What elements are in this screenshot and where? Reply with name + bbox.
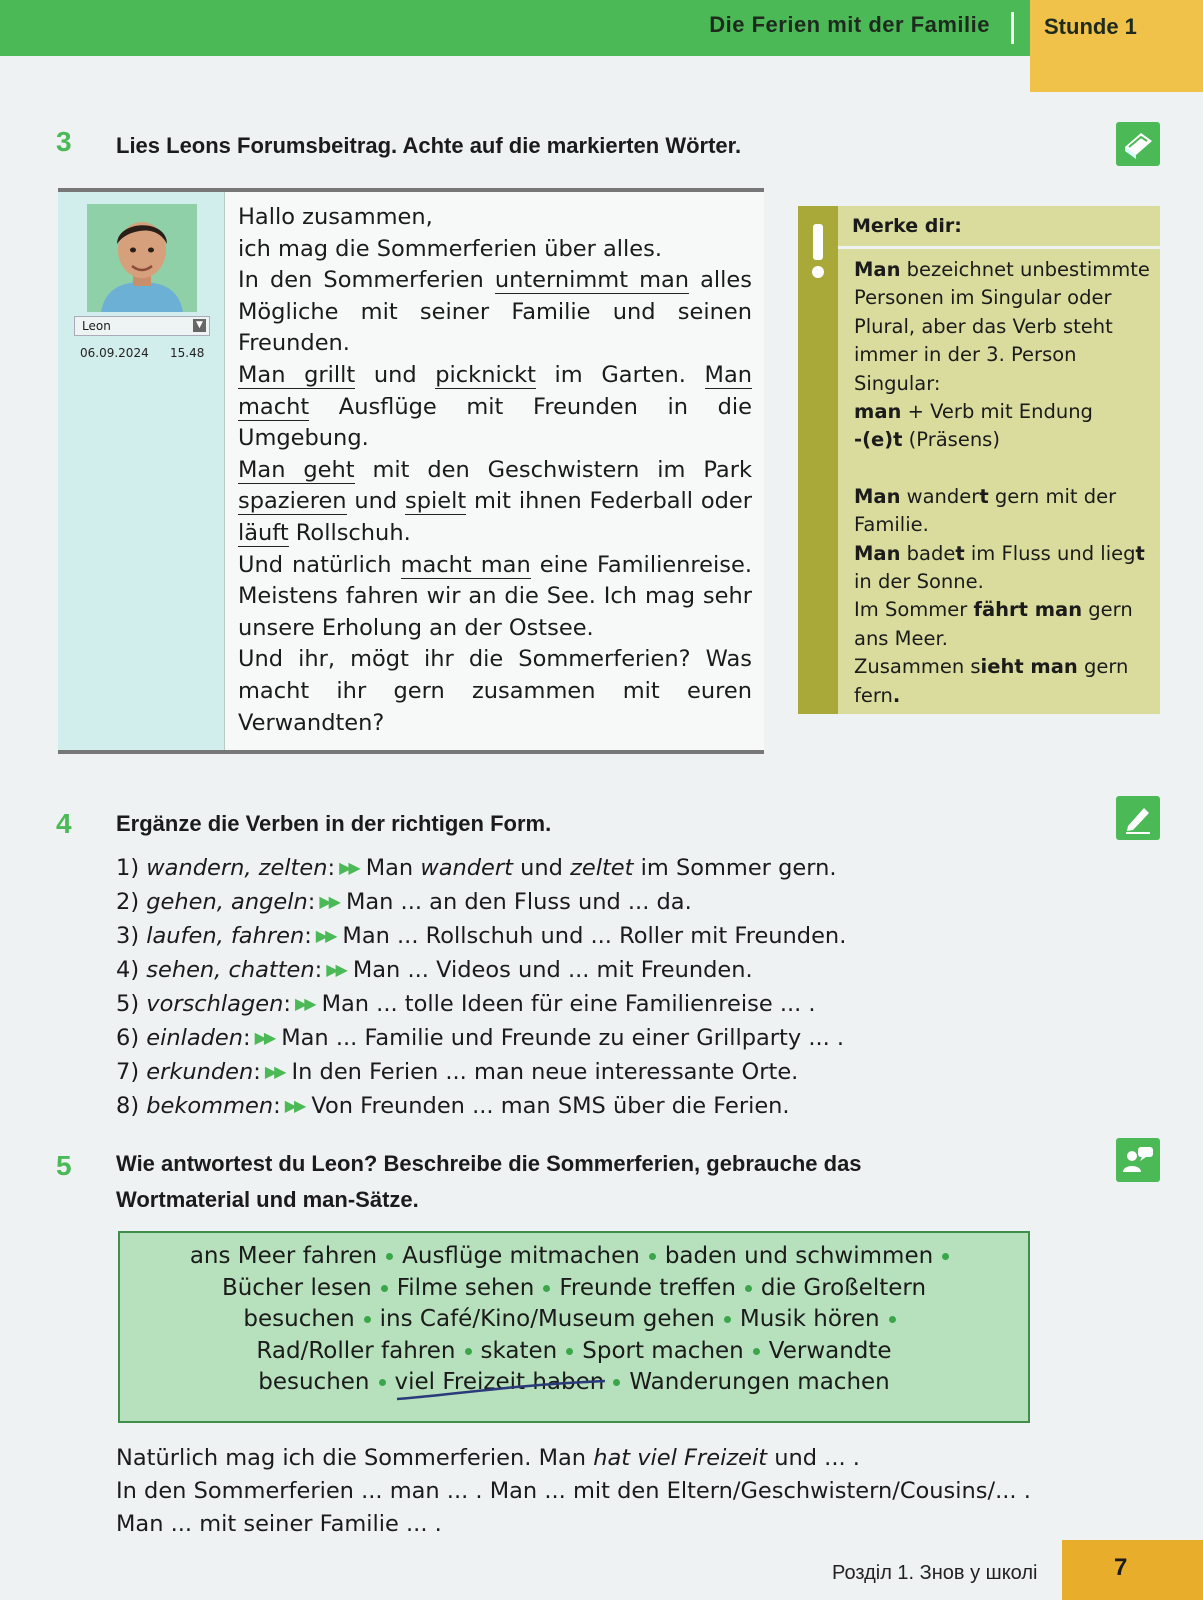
exercise-5-number: 5 bbox=[56, 1150, 72, 1181]
post-paragraph: Und natürlich macht man eine Familienreise. Meistens fahren wir an die See. Ich mag sehr unsere Erholung an der Ostsee. bbox=[238, 551, 752, 641]
header-divider bbox=[1011, 12, 1014, 44]
marked-word: unternimmt man bbox=[494, 267, 690, 294]
speech-icon bbox=[1116, 1138, 1160, 1182]
double-arrow-icon: ▶▶ bbox=[294, 994, 314, 1013]
post-time: 15.48 bbox=[170, 346, 205, 360]
avatar bbox=[87, 204, 197, 312]
list-item: 4) sehen, chatten: ▶▶ Man ... Videos und ... mit Freunden. bbox=[116, 957, 753, 983]
double-arrow-icon: ▶▶ bbox=[319, 892, 338, 911]
exercise-4-list bbox=[116, 852, 846, 1124]
marked-word: läuft bbox=[238, 519, 289, 546]
chevron-down-icon: ▼ bbox=[193, 319, 206, 332]
post-paragraph: Man grillt und picknickt im Garten. Man macht Ausflüge mit Freunden in die Umgebung. bbox=[238, 361, 752, 452]
exclamation-icon bbox=[810, 224, 826, 280]
username: Leon bbox=[82, 319, 111, 333]
merke-bar bbox=[798, 206, 838, 714]
post-line: ich mag die Sommerferien über alles. bbox=[238, 235, 662, 262]
list-item: 8) bekommen: ▶▶ Von Freunden ... man SMS über die Ferien. bbox=[116, 1093, 790, 1119]
post-sidebar bbox=[58, 192, 225, 750]
double-arrow-icon: ▶▶ bbox=[339, 858, 358, 877]
exercise-5-title: Wie antwortest du Leon? Beschreibe die Sommerferien, gebrauche das Wortmaterial und man-Sätze. bbox=[116, 1151, 862, 1212]
lesson-label: Stunde 1 bbox=[1044, 14, 1137, 39]
exercise-4-number: 4 bbox=[56, 808, 72, 839]
list-item: 2) gehen, angeln: ▶▶ Man ... an den Fluss und ... da. bbox=[116, 889, 692, 915]
post-paragraph: In den Sommerferien unternimmt man alles Mögliche mit seiner Familie und seinen Freunden. bbox=[238, 267, 752, 357]
double-arrow-icon: ▶▶ bbox=[315, 926, 335, 945]
header-band bbox=[0, 0, 1030, 56]
merke-body: Man bezeichnet unbestimmte Personen im Singular oder Plural, aber das Verb steht immer in der 3. Person Singular: man + Verb mit Endung -(e)t (Präsens) Man wandert gern mit der Familie. Man badet im Fluss und liegt in der Sonne. Im Sommer fährt man gern ans Meer. Zusammen sieht man gern fern. bbox=[854, 258, 1150, 707]
answer-template: Natürlich mag ich die Sommerferien. Man hat viel Freizeit und ... . In den Sommerferien ... man ... . Man ... mit den Eltern/Geschwistern/Cousins/... . Man ... mit seiner Familie ... . bbox=[116, 1445, 1031, 1537]
lesson-tab bbox=[1030, 0, 1203, 92]
marked-word: Man macht bbox=[238, 361, 752, 420]
exercise-3-title: Lies Leons Forumsbeitrag. Achte auf die markierten Wörter. bbox=[116, 133, 742, 158]
book-icon bbox=[1116, 122, 1160, 166]
pencil-icon bbox=[1116, 796, 1160, 840]
marked-word: picknickt bbox=[435, 361, 536, 388]
post-paragraph: Und ihr, mögt ihr die Sommerferien? Was macht ihr gern zusammen mit euren Verwandten? bbox=[238, 646, 752, 736]
post-date: 06.09.2024 bbox=[80, 346, 149, 360]
exercise-3-number: 3 bbox=[56, 126, 72, 157]
marked-word: Man geht bbox=[238, 456, 355, 483]
double-arrow-icon: ▶▶ bbox=[264, 1062, 284, 1081]
page-number-tab bbox=[1062, 1540, 1203, 1600]
double-arrow-icon: ▶▶ bbox=[284, 1096, 304, 1115]
list-item: 7) erkunden: ▶▶ In den Ferien ... man neue interessante Orte. bbox=[116, 1059, 799, 1085]
username-select[interactable] bbox=[74, 316, 210, 336]
marked-word: Man grillt bbox=[238, 361, 356, 388]
chapter-title: Die Ferien mit der Familie bbox=[709, 12, 990, 37]
marked-word: macht man bbox=[400, 551, 531, 578]
double-arrow-icon: ▶▶ bbox=[326, 960, 345, 979]
word-box: ans Meer fahren Ausflüge mitmachen baden und schwimmen Bücher lesen Filme sehen Freunde treffen die Großeltern besuchen ins Café/Kino/Museum gehen Musik hören Rad/Roller fahren skaten Sport machen Verwandte besuchen viel Freizeit haben Wanderungen machen bbox=[118, 1231, 1030, 1423]
exercise-4-title: Ergänze die Verben in der richtigen Form. bbox=[116, 811, 552, 836]
merke-box bbox=[798, 206, 1160, 714]
list-item: 1) wandern, zelten: ▶▶ Man wandert und zeltet im Sommer gern. bbox=[116, 855, 837, 881]
list-item: 3) laufen, fahren: ▶▶ Man ... Rollschuh und ... Roller mit Freunden. bbox=[116, 923, 847, 949]
double-arrow-icon: ▶▶ bbox=[254, 1028, 274, 1047]
forum-post bbox=[58, 188, 764, 754]
merke-title: Merke dir: bbox=[838, 206, 1160, 249]
marked-word: spazieren bbox=[238, 488, 347, 515]
crossed-out-phrase: viel Freizeit haben bbox=[395, 1369, 605, 1395]
list-item: 6) einladen: ▶▶ Man ... Familie und Freunde zu einer Grillparty ... . bbox=[116, 1025, 845, 1051]
marked-word: spielt bbox=[405, 488, 467, 515]
list-item: 5) vorschlagen: ▶▶ Man ... tolle Ideen für eine Familienreise ... . bbox=[116, 991, 816, 1017]
page-number: 7 bbox=[1114, 1554, 1128, 1581]
post-line: Hallo zusammen, bbox=[238, 204, 433, 230]
post-text bbox=[238, 202, 752, 739]
footer-section: Розділ 1. Знов у школі bbox=[832, 1562, 1038, 1584]
post-paragraph: Man geht mit den Geschwistern im Park spazieren und spielt mit ihnen Federball oder läuft Rollschuh. bbox=[238, 456, 752, 546]
